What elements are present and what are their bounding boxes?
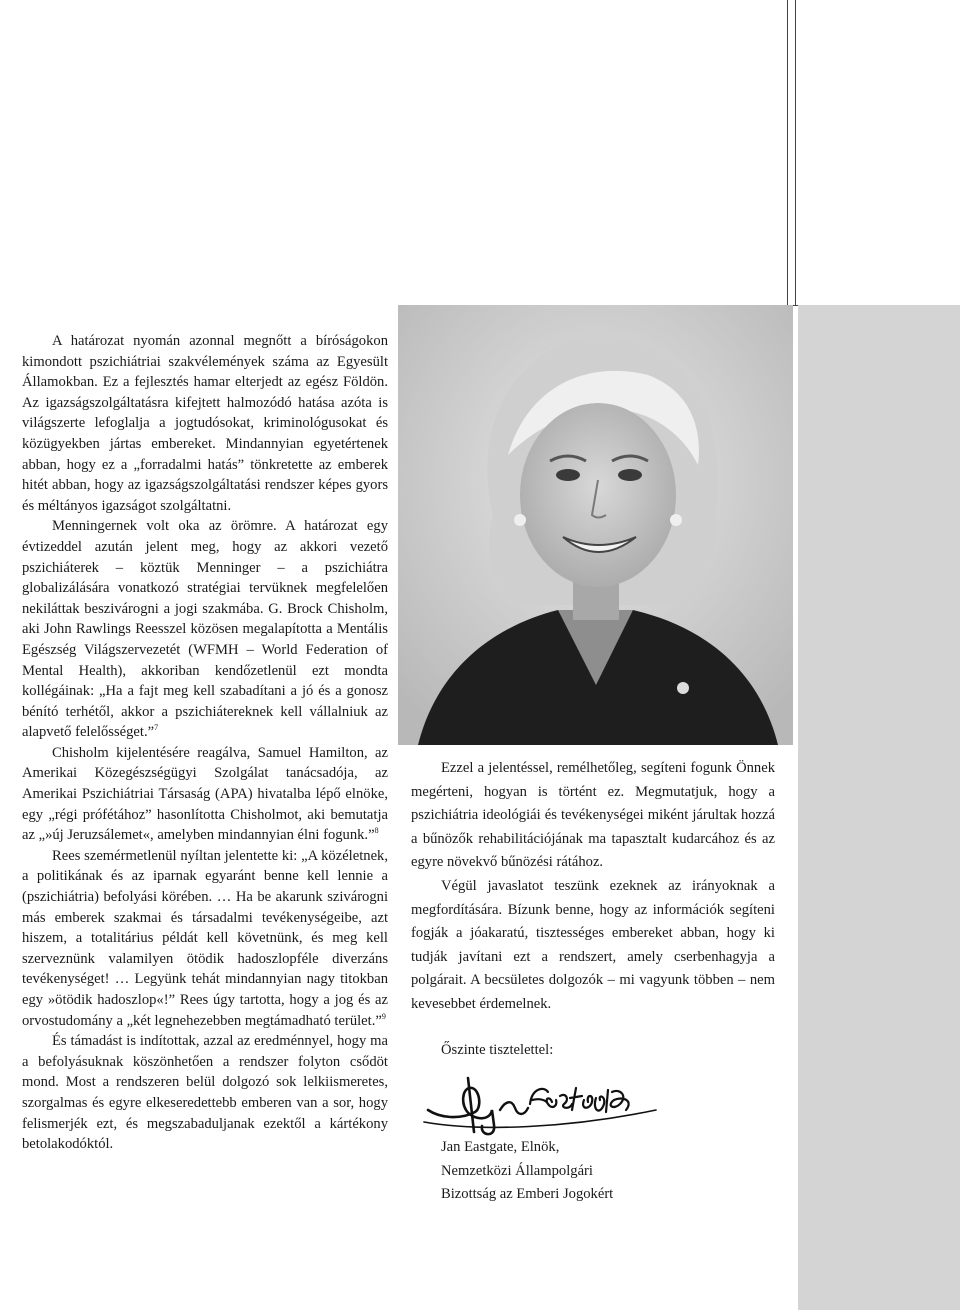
right-paragraph-1: Ezzel a jelentéssel, remélhetőleg, segíteni fogunk Önnek megérteni, hogyan is történt ez. Megmutatjuk, hogy a pszichiátria ideológiái és tevékenységei miként járultak hozzá a bűnözők rehabilitációjának ma tapasztalt kudarcához és az egyre növekvő bűnözési rátához. (411, 760, 775, 871)
paragraph-1: A határozat nyomán azonnal megnőtt a bíróságokon kimondott pszichiátriai szakvélemények száma az Egyesült Államokban. Ez a fejlesztés hamar elterjedt az egész Földön. Az igazságszolgáltatásra kifejtett halmozódó hatása azóta is világszerte lefoglalja a jogtudósokat, kriminológusokat és közügyekben jártas embereket. Mindannyian egyetértenek abban, hogy ez a „forradalmi hatás” tönkretette az emberek hitét abban, hogy az igazságszolgáltatási rendszer képes gyors és méltányos igazságot szolgáltatni. (22, 333, 388, 514)
paragraph-3-text: Chisholm kijelentésére reagálva, Samuel Hamilton, az Amerikai Közegészségügyi Szolgálat tanácsadója, az Amerikai Pszichiátriai Társaság (APA) hivatalba lépő elnöke, egy „régi prófétához” hasonlította Chisholmot, aki bemutatja az „»új Jeruzsálemet«, amelyben mindannyian élni fogunk.” (22, 744, 388, 844)
margin-rule-2 (795, 0, 796, 305)
paragraph-2 (22, 516, 388, 743)
closing-salutation: Őszinte tisztelettel: (441, 1042, 554, 1058)
left-text-column (22, 331, 388, 1155)
signer-org-line-2: Bizottság az Emberi Jogokért (441, 1186, 614, 1202)
paragraph-5: És támadást is indítottak, azzal az eredménnyel, hogy ma a befolyásuknak köszönhetően a rendszer folyton csődöt mond. Most a rendszeren belül dolgozó sok lelkiismeretes, szorgalmas és egyre elkeseredettebb emberen van a sor, hogy felismerjék ezt, és megszabaduljanak ezektől a kártékony betolakodóktól. (22, 1033, 388, 1153)
paragraph-4 (22, 846, 388, 1031)
footnote-ref-8: 8 (374, 826, 379, 836)
sidebar-panel (798, 305, 960, 1310)
portrait-photo (398, 305, 793, 745)
signer-name: Jan Eastgate, Elnök, (441, 1139, 560, 1155)
margin-rule-1 (787, 0, 788, 305)
handwritten-signature (420, 1070, 660, 1140)
paragraph-4-text: Rees szemérmetlenül nyíltan jelentette ki: „A közéletnek, a politikának és az iparnak egyaránt benne kell lennie a (pszichiátria) befolyási körében. … Ha be akarunk szivárogni más emberek szakmai és társadalmi tevékenységeibe, azt hiszem, a totalitárius példát kell követnünk, és meg kell szerveznünk valamilyen ötödik hadoszlopféle diverzáns tevékenységet! … Legyünk tehát mindannyian nagy titokban egy »ötödik hadoszlop«!” Rees úgy tartotta, hogy a jog és az orvostudomány a „két legnehezebben megtámadható terület.” (22, 847, 388, 1029)
right-text-column (411, 757, 775, 1017)
footnote-ref-9: 9 (381, 1011, 386, 1021)
signer-org-line-1: Nemzetközi Állampolgári (441, 1162, 593, 1179)
footnote-ref-7: 7 (154, 723, 159, 733)
signature-block (441, 1136, 613, 1207)
paragraph-2-text: Menningernek volt oka az örömre. A határozat egy évtizeddel azután jelent meg, hogy az akkori vezető pszichiáterek – köztük Menninger – a pszichiátra globalizálására vonatkozó stratégiai tervüknek megfelelően nekiláttak beszivárogni a jogi szakmába. G. Brock Chisholm, aki John Rawlings Reesszel közösen megalapította a Mentális Egészség Világszervezetét (WFMH – World Federation of Mental Health), akkoriban kendőzetlenül ezt mondta kollégáinak: „Ha a fajt meg kell szabadítani a jó és a gonosz bénító terhétől, akkor a pszichiátereknek kell vállalniuk az alapvető felelősséget.” (22, 518, 388, 741)
right-paragraph-2: Végül javaslatot teszünk ezeknek az irányoknak a megfordítására. Bízunk benne, hogy az információk segíteni fogják a jóakaratú, tisztességes embereket abban, hogy ki tudják javítani ezt a rendszert, amely cserbenhagyja a polgárait. A becsületes dolgozók – mi vagyunk többen – nem kevesebbet érdemelnek. (411, 877, 775, 1012)
paragraph-3 (22, 743, 388, 846)
portrait-illustration (398, 305, 793, 745)
